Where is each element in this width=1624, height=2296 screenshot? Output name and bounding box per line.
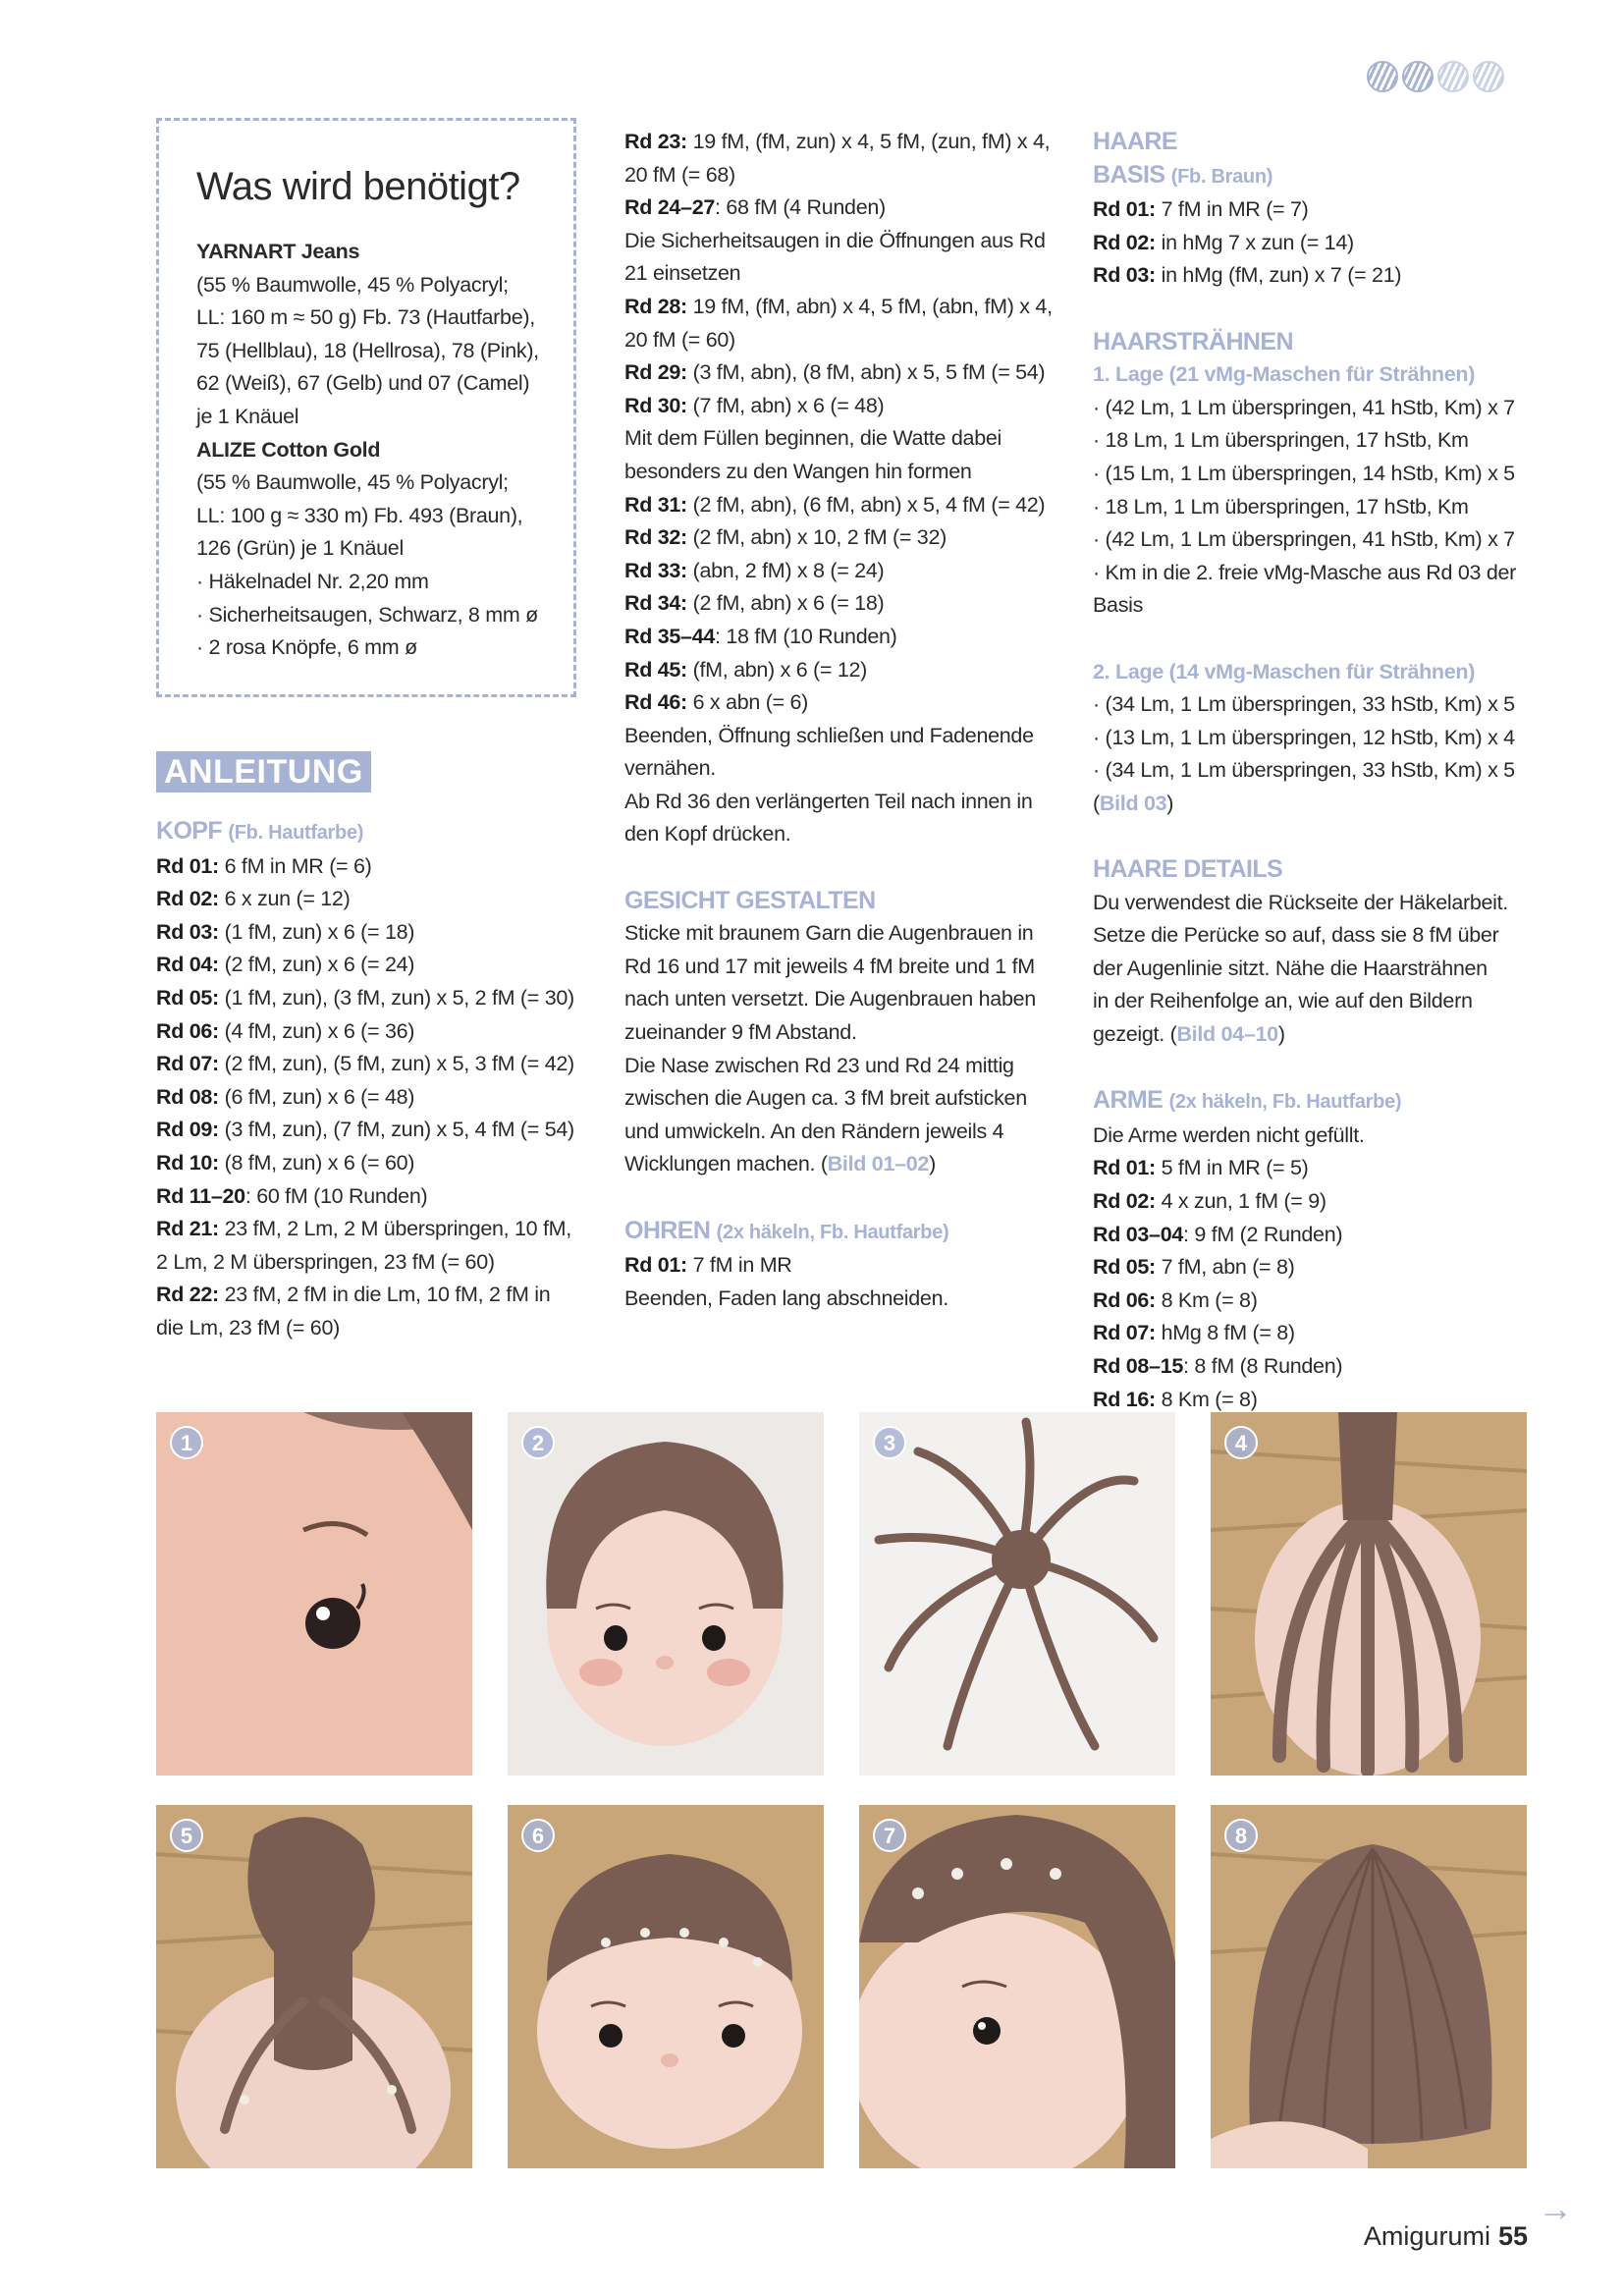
materials-line: [196, 466, 569, 500]
photo-number: 4: [1224, 1426, 1258, 1459]
materials-text: 62 (Weiß), 67 (Gelb) und 07 (Camel): [196, 371, 530, 396]
instruction-text: [1093, 722, 1544, 755]
materials-text: (55 % Baumwolle, 45 % Polyacryl;: [196, 272, 509, 297]
instruction-text: [624, 225, 1076, 258]
round-label: Rd 07:: [1093, 1321, 1156, 1345]
round-label: Rd 08–15: [1093, 1353, 1184, 1378]
round-text: hMg 8 fM (= 8): [1155, 1321, 1295, 1345]
instruction-text: [1093, 754, 1544, 788]
round-label: Rd 29:: [624, 360, 687, 385]
yarn-ball-icon: [1473, 61, 1504, 92]
materials-line: [196, 301, 569, 335]
round-text: 8 Km (= 8): [1155, 1387, 1258, 1411]
materials-line: [196, 532, 569, 566]
materials-line: [196, 599, 569, 632]
round-instruction: [156, 1015, 608, 1049]
photo-step-4: [1211, 1412, 1527, 1776]
instruction-text: [156, 1312, 608, 1345]
section-heading: [624, 1215, 1076, 1250]
round-text: : 9 fM (2 Runden): [1183, 1222, 1343, 1246]
round-text: (1 fM, zun), (3 fM, zun) x 5, 2 fM (= 30): [218, 985, 574, 1010]
instruction-text: [624, 257, 1076, 291]
section-heading: [156, 815, 608, 850]
materials-text: LL: 160 m ≈ 50 g) Fb. 73 (Hautfarbe),: [196, 305, 535, 330]
instruction-text: [1093, 392, 1544, 425]
round-label: Rd 05:: [1093, 1255, 1156, 1280]
spacer: [624, 851, 1076, 885]
instruction-text: [1093, 523, 1544, 557]
instruction-text-part: Die Arme werden nicht gefüllt.: [1093, 1122, 1365, 1147]
round-instruction: [624, 489, 1076, 522]
round-label: Rd 01:: [624, 1253, 687, 1278]
instructions-column-1: [156, 815, 608, 1345]
instruction-text: [624, 951, 1076, 984]
materials-line: [196, 500, 569, 533]
round-label: Rd 01:: [1093, 1156, 1156, 1180]
photo-step-2: [508, 1412, 824, 1776]
round-instruction: [624, 191, 1076, 225]
round-label: Rd 23:: [624, 130, 687, 153]
round-text: (fM, abn) x 6 (= 12): [686, 657, 868, 682]
round-text: (8 fM, zun) x 6 (= 60): [218, 1150, 415, 1175]
instruction-text-part: · (42 Lm, 1 Lm überspringen, 41 hStb, Km) x 7: [1093, 527, 1515, 552]
round-instruction: [624, 654, 1076, 687]
instruction-text: [1093, 557, 1544, 623]
round-text: 19 fM, (fM, zun) x 4, 5 fM, (zun, fM) x 4,: [686, 130, 1051, 153]
round-label: Rd 45:: [624, 657, 687, 682]
round-label: Rd 46:: [624, 690, 687, 715]
round-text: : 60 fM (10 Runden): [244, 1183, 428, 1208]
round-text: 4 x zun, 1 fM (= 9): [1155, 1189, 1326, 1213]
round-instruction: [156, 949, 608, 982]
photo-number: 3: [873, 1426, 906, 1459]
round-instruction: [156, 1279, 608, 1312]
instruction-text-part: und umwickeln. An den Rändern jeweils 4: [624, 1119, 1004, 1143]
instruction-text: [1093, 458, 1544, 491]
instruction-text-part: 20 fM (= 60): [624, 327, 735, 352]
section-heading: [624, 885, 1076, 918]
photo-step-3: [859, 1412, 1175, 1776]
instruction-text: [1093, 919, 1544, 953]
round-label: Rd 24–27: [624, 195, 716, 220]
yarn-ball-icon: [1402, 61, 1434, 92]
materials-text: je 1 Knäuel: [196, 404, 299, 428]
materials-line: [196, 335, 569, 368]
materials-title: Was wird benötigt?: [196, 165, 520, 208]
section-heading-note: (2x häkeln, Fb. Hautfarbe): [1168, 1091, 1402, 1114]
instruction-text-part: zwischen die Augen ca. 3 fM breit aufsticken: [624, 1086, 1027, 1111]
photo-reference: Bild 03: [1099, 791, 1167, 815]
round-text: in hMg 7 x zun (= 14): [1155, 230, 1354, 254]
instruction-text-part: Wicklungen machen. (: [624, 1152, 828, 1176]
instruction-text-part: · (34 Lm, 1 Lm überspringen, 33 hStb, Km) x 5: [1093, 692, 1515, 717]
round-instruction: [624, 291, 1076, 324]
round-label: Rd 06:: [1093, 1287, 1156, 1312]
round-text: 23 fM, 2 fM in die Lm, 10 fM, 2 fM in: [218, 1283, 551, 1307]
round-label: Rd 31:: [624, 492, 687, 517]
round-label: Rd 09:: [156, 1118, 219, 1142]
materials-line: [196, 236, 569, 269]
section-heading-text: GESICHT GESTALTEN: [624, 886, 876, 914]
round-text: 5 fM in MR (= 5): [1155, 1156, 1309, 1180]
photo-number: 1: [170, 1426, 203, 1459]
instruction-text: [1093, 1018, 1544, 1052]
instruction-text: [1093, 1120, 1544, 1153]
materials-text: LL: 100 g ≈ 330 m) Fb. 493 (Braun),: [196, 503, 523, 527]
round-label: Rd 34:: [624, 591, 687, 616]
instruction-text: [624, 456, 1076, 489]
round-text: (2 fM, zun), (5 fM, zun) x 5, 3 fM (= 42): [218, 1052, 574, 1076]
instruction-text-part: Setze die Perücke so auf, dass sie 8 fM über: [1093, 923, 1499, 948]
round-label: Rd 30:: [624, 393, 687, 417]
instruction-text-part: Beenden, Faden lang abschneiden.: [624, 1285, 948, 1310]
photo-number: 7: [873, 1819, 906, 1852]
round-instruction: [624, 621, 1076, 654]
spacer: [1093, 820, 1544, 853]
round-label: Rd 02:: [1093, 230, 1156, 254]
section-heading-text: OHREN: [624, 1216, 711, 1244]
round-text: 8 Km (= 8): [1155, 1287, 1258, 1312]
instruction-text: [156, 1246, 608, 1280]
round-instruction: [1093, 1152, 1544, 1185]
instruction-text-part: ): [1166, 791, 1174, 815]
page-number: 55: [1497, 2221, 1528, 2251]
round-instruction: [156, 916, 608, 950]
spacer: [1093, 1052, 1544, 1085]
round-label: Rd 32:: [624, 525, 687, 550]
instruction-text: [624, 1148, 1076, 1181]
round-label: Rd 01:: [156, 853, 219, 878]
materials-text: 75 (Hellblau), 18 (Hellrosa), 78 (Pink),: [196, 338, 539, 362]
instruction-text-part: gezeigt. (: [1093, 1022, 1177, 1047]
round-instruction: [1093, 1219, 1544, 1252]
round-instruction: [1093, 193, 1544, 227]
section-heading-text: KOPF: [156, 817, 223, 845]
spacer: [1093, 623, 1544, 656]
round-label: Rd 21:: [156, 1217, 219, 1241]
round-text: (2 fM, abn), (6 fM, abn) x 5, 4 fM (= 42): [686, 492, 1046, 517]
instruction-text-part: Du verwendest die Rückseite der Häkelarbeit.: [1093, 890, 1508, 914]
instruction-text: [1093, 985, 1544, 1018]
round-text: : 68 fM (4 Runden): [715, 195, 886, 220]
round-text: (2 fM, abn) x 6 (= 18): [686, 591, 885, 616]
section-heading-text: HAARE: [1093, 128, 1177, 155]
round-label: Rd 08:: [156, 1084, 219, 1109]
instruction-text: [624, 818, 1076, 851]
instruction-text: [624, 786, 1076, 819]
round-label: Rd 04:: [156, 953, 219, 977]
round-instruction: [624, 1249, 1076, 1283]
instruction-text: [624, 752, 1076, 786]
section-heading-text: HAARE DETAILS: [1093, 855, 1283, 884]
round-instruction: [156, 1048, 608, 1081]
round-label: Rd 02:: [156, 887, 219, 911]
instruction-text-part: ): [929, 1152, 936, 1176]
photo-reference: Bild 04–10: [1176, 1022, 1278, 1047]
instruction-text-part: 21 einsetzen: [624, 261, 741, 286]
round-text: (2 fM, zun) x 6 (= 24): [218, 953, 415, 977]
instruction-text-part: die Lm, 23 fM (= 60): [156, 1315, 340, 1339]
instruction-text: [624, 1283, 1076, 1316]
round-label: Rd 22:: [156, 1283, 219, 1307]
photo-step-5: [156, 1805, 472, 2168]
round-label: Rd 10:: [156, 1150, 219, 1175]
round-label: Rd 01:: [1093, 197, 1156, 222]
yarn-ball-icon: [1367, 61, 1398, 92]
materials-line: [196, 434, 569, 467]
round-label: Rd 02:: [1093, 1189, 1156, 1213]
round-text: : 18 fM (10 Runden): [715, 624, 897, 648]
photo-step-6: [508, 1805, 824, 2168]
materials-line: [196, 269, 569, 302]
round-label: Rd 06:: [156, 1018, 219, 1043]
next-page-arrow-icon: →: [1538, 2188, 1573, 2228]
instruction-text: [624, 159, 1076, 192]
round-instruction: [624, 587, 1076, 621]
round-instruction: [624, 126, 1076, 159]
round-instruction: [624, 390, 1076, 423]
instruction-text: [624, 324, 1076, 357]
section-heading: [1093, 159, 1544, 194]
section-heading: [1093, 1084, 1544, 1120]
round-label: Rd 05:: [156, 985, 219, 1010]
round-instruction: [1093, 259, 1544, 293]
instruction-text-part: Die Sicherheitsaugen in die Öffnungen aus Rd: [624, 228, 1046, 252]
photo-step-7: [859, 1805, 1175, 2168]
round-text: in hMg (fM, zun) x 7 (= 21): [1155, 263, 1402, 288]
round-text: 7 fM in MR: [686, 1253, 792, 1278]
round-text: 23 fM, 2 Lm, 2 M überspringen, 10 fM,: [218, 1217, 571, 1241]
yarn-ball-icon: [1437, 61, 1469, 92]
instruction-text-part: in der Reihenfolge an, wie auf den Bildern: [1093, 989, 1473, 1013]
round-text: 6 x abn (= 6): [686, 690, 809, 715]
instruction-text-part: · 18 Lm, 1 Lm überspringen, 17 hStb, Km: [1093, 494, 1469, 519]
materials-line: [196, 631, 569, 665]
instruction-text: [624, 422, 1076, 456]
instruction-text-part: besonders zu den Wangen hin formen: [624, 459, 972, 483]
photo-number: 8: [1224, 1819, 1258, 1852]
photo-number: 2: [521, 1426, 555, 1459]
materials-list: [196, 236, 569, 665]
round-label: Rd 35–44: [624, 624, 716, 648]
round-text: 6 x zun (= 12): [218, 887, 351, 911]
instruction-text: [624, 1016, 1076, 1050]
instruction-text-part: 2 Lm, 2 M überspringen, 23 fM (= 60): [156, 1249, 495, 1274]
round-instruction: [156, 982, 608, 1015]
instruction-text-part: Beenden, Öffnung schließen und Fadenende: [624, 723, 1034, 747]
instruction-text-part: Die Nase zwischen Rd 23 und Rd 24 mittig: [624, 1053, 1014, 1077]
round-text: (3 fM, zun), (7 fM, zun) x 5, 4 fM (= 54): [218, 1118, 574, 1142]
section-heading: [1093, 126, 1544, 159]
photo-reference: Bild 01–02: [827, 1152, 930, 1176]
instruction-text-part: vernähen.: [624, 756, 716, 781]
instruction-text-part: Mit dem Füllen beginnen, die Watte dabei: [624, 426, 1001, 451]
instruction-text-part: Rd 16 und 17 mit jeweils 4 fM breite und 1 fM: [624, 954, 1035, 978]
spacer: [624, 1181, 1076, 1215]
round-instruction: [1093, 1317, 1544, 1350]
round-text: (abn, 2 fM) x 8 (= 24): [686, 558, 885, 582]
round-instruction: [624, 356, 1076, 390]
materials-line: [196, 367, 569, 401]
instruction-text: [624, 917, 1076, 951]
instruction-text: [1093, 424, 1544, 458]
round-instruction: [1093, 1251, 1544, 1285]
round-instruction: [1093, 227, 1544, 260]
round-text: (1 fM, zun) x 6 (= 18): [218, 919, 415, 944]
round-label: Rd 28:: [624, 294, 687, 318]
spacer: [1093, 293, 1544, 326]
instruction-text-part: · (15 Lm, 1 Lm überspringen, 14 hStb, Km) x 5: [1093, 461, 1515, 485]
instructions-heading: ANLEITUNG: [156, 751, 371, 793]
materials-text: · 2 rosa Knöpfe, 6 mm ø: [196, 635, 417, 660]
instruction-text: [624, 1050, 1076, 1083]
round-text: (7 fM, abn) x 6 (= 48): [686, 393, 885, 417]
round-instruction: [156, 1213, 608, 1246]
round-instruction: [156, 1180, 608, 1214]
round-text: 6 fM in MR (= 6): [218, 853, 372, 878]
page-footer: [1364, 2221, 1528, 2252]
instruction-text-part: Ab Rd 36 den verlängerten Teil nach innen in: [624, 789, 1033, 813]
instruction-text: [624, 1082, 1076, 1116]
instruction-text-part: (: [1093, 791, 1100, 815]
round-label: Rd 03–04: [1093, 1222, 1184, 1246]
instruction-text-part: ): [1277, 1022, 1285, 1047]
round-instruction: [624, 686, 1076, 720]
instruction-text-part: · (34 Lm, 1 Lm überspringen, 33 hStb, Km) x 5: [1093, 758, 1515, 783]
photo-number: 6: [521, 1819, 555, 1852]
round-text: (4 fM, zun) x 6 (= 36): [218, 1018, 415, 1043]
round-instruction: [1093, 1285, 1544, 1318]
round-instruction: [624, 521, 1076, 555]
section-heading-text: BASIS: [1093, 160, 1165, 189]
round-instruction: [156, 1114, 608, 1147]
round-instruction: [156, 1147, 608, 1180]
materials-text: 126 (Grün) je 1 Knäuel: [196, 536, 404, 561]
round-instruction: [156, 1081, 608, 1115]
instruction-text: [1093, 887, 1544, 920]
magazine-name: Amigurumi: [1363, 2221, 1490, 2251]
yarn-brand: ALIZE Cotton Gold: [196, 437, 381, 462]
section-heading-text: HAARSTRÄHNEN: [1093, 327, 1293, 355]
round-instruction: [156, 883, 608, 916]
round-text: (3 fM, abn), (8 fM, abn) x 5, 5 fM (= 54): [686, 360, 1046, 385]
instruction-text-part: zueinander 9 fM Abstand.: [624, 1020, 857, 1045]
round-text: 19 fM, (fM, abn) x 4, 5 fM, (abn, fM) x 4,: [686, 294, 1053, 318]
instructions-column-3: [1093, 126, 1544, 1416]
photo-step-1: [156, 1412, 472, 1776]
round-text: : 8 fM (8 Runden): [1183, 1353, 1343, 1378]
round-label: Rd 11–20: [156, 1183, 245, 1208]
subsection-heading-text: 2. Lage (14 vMg-Maschen für Strähnen): [1093, 659, 1476, 683]
instruction-text: [624, 1116, 1076, 1149]
instruction-text-part: 20 fM (= 68): [624, 162, 735, 187]
round-text: 7 fM, abn (= 8): [1155, 1255, 1295, 1280]
instruction-text-part: · 18 Lm, 1 Lm überspringen, 17 hStb, Km: [1093, 428, 1469, 453]
instruction-text: [1093, 953, 1544, 986]
instruction-text-part: Sticke mit braunem Garn die Augenbrauen in: [624, 921, 1034, 946]
instruction-text: [624, 983, 1076, 1016]
round-instruction: [1093, 1185, 1544, 1219]
round-label: Rd 03:: [1093, 263, 1156, 288]
instruction-text-part: nach unten versetzt. Die Augenbrauen haben: [624, 987, 1036, 1011]
instruction-text-part: · (42 Lm, 1 Lm überspringen, 41 hStb, Km) x 7: [1093, 395, 1515, 419]
round-label: Rd 07:: [156, 1052, 219, 1076]
instruction-text-part: · (13 Lm, 1 Lm überspringen, 12 hStb, Km) x 4: [1093, 725, 1515, 749]
instruction-text-part: der Augenlinie sitzt. Nähe die Haarsträhnen: [1093, 956, 1488, 980]
round-instruction: [156, 850, 608, 884]
instruction-text: [1093, 491, 1544, 524]
section-heading-note: (Fb. Hautfarbe): [228, 822, 364, 844]
round-text: 7 fM in MR (= 7): [1155, 197, 1309, 222]
section-heading-text: ARME: [1093, 1086, 1164, 1115]
section-heading: [1093, 326, 1544, 359]
round-label: Rd 16:: [1093, 1387, 1156, 1411]
subsection-heading: [1093, 358, 1544, 392]
yarn-brand: YARNART Jeans: [196, 240, 360, 263]
instruction-text-part: · Km in die 2. freie vMg-Masche aus Rd 03 der Basis: [1093, 560, 1517, 618]
materials-line: [196, 566, 569, 599]
materials-text: (55 % Baumwolle, 45 % Polyacryl;: [196, 470, 509, 495]
materials-text: · Häkelnadel Nr. 2,20 mm: [196, 569, 429, 593]
materials-text: · Sicherheitsaugen, Schwarz, 8 mm ø: [196, 602, 538, 627]
round-label: Rd 03:: [156, 919, 219, 944]
instruction-text: [624, 720, 1076, 753]
section-heading: [1093, 853, 1544, 887]
yarn-balls-decoration: [1367, 61, 1504, 92]
section-heading-note: (2x häkeln, Fb. Hautfarbe): [716, 1221, 949, 1243]
round-text: (2 fM, abn) x 10, 2 fM (= 32): [686, 525, 947, 550]
round-instruction: [1093, 1350, 1544, 1384]
instructions-column-2: [624, 126, 1076, 1315]
round-label: Rd 33:: [624, 558, 687, 582]
instruction-text: [1093, 688, 1544, 722]
instruction-text-part: den Kopf drücken.: [624, 822, 791, 847]
section-heading-note: (Fb. Braun): [1170, 165, 1273, 188]
round-text: (6 fM, zun) x 6 (= 48): [218, 1084, 415, 1109]
photo-number: 5: [170, 1819, 203, 1852]
materials-line: [196, 401, 569, 434]
subsection-heading-text: 1. Lage (21 vMg-Maschen für Strähnen): [1093, 362, 1476, 387]
instruction-text: [1093, 788, 1544, 821]
subsection-heading: [1093, 656, 1544, 689]
round-instruction: [624, 555, 1076, 588]
photo-step-8: [1211, 1805, 1527, 2168]
